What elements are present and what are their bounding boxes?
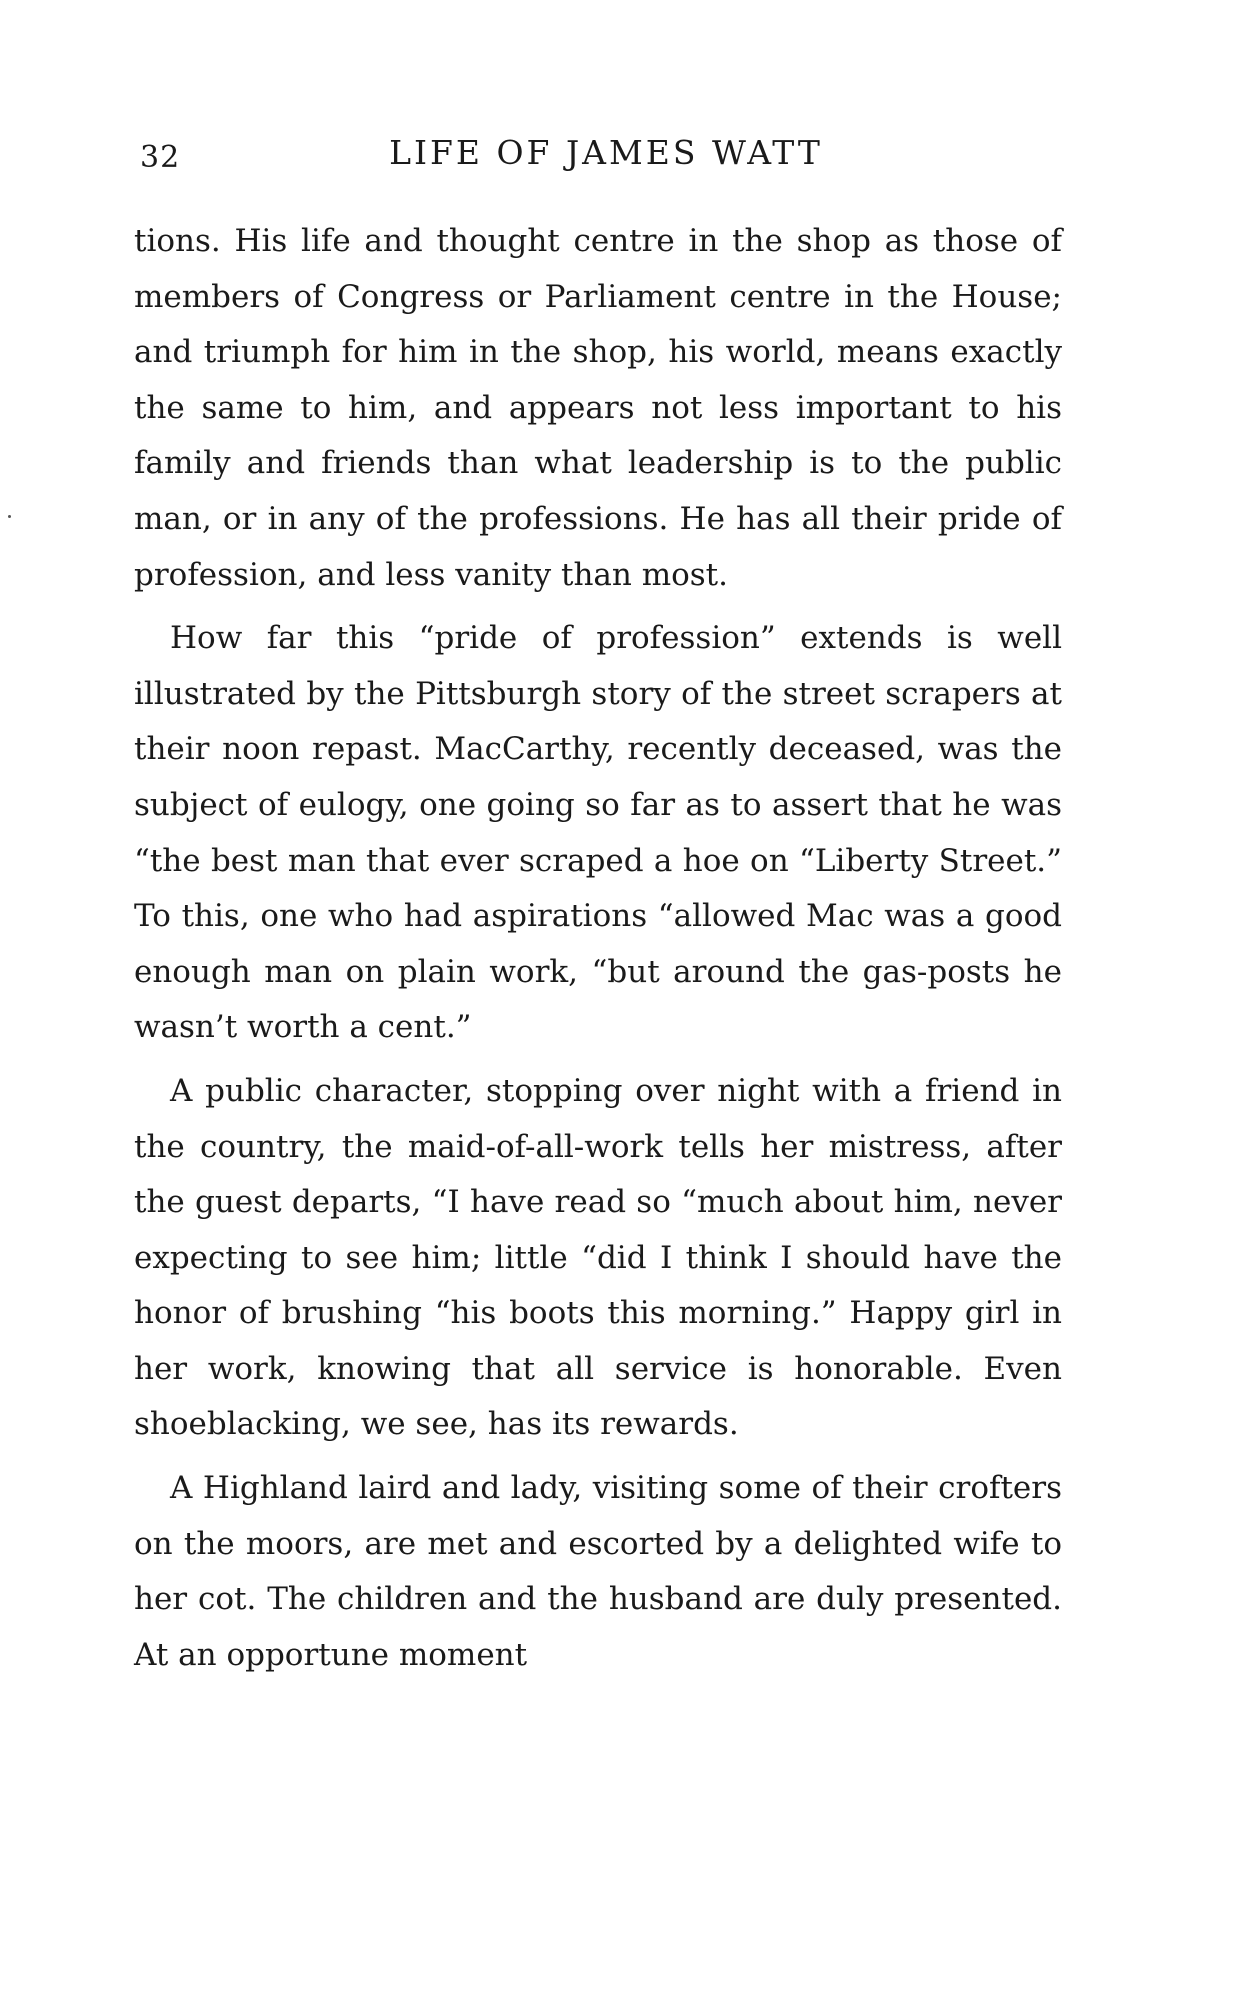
body-text bbox=[134, 214, 1062, 1691]
paragraph-public-character: A public character, stopping over night with a friend in the country, the maid-of-all-work tells her mistress, after the guest departs, “I have read so “much about him, never expecting to see him; little “did I think I should have the honor of brushing “his boots this morning.” Happy girl in her work, knowing that all service is honorable. Even shoeblacking, we see, has its rewards. bbox=[134, 1072, 1062, 1443]
paragraph-highland-laird: A Highland laird and lady, visiting some of their crofters on the moors, are met and escorted by a delighted wife to her cot. The children and the husband are duly presented. At an opportune moment bbox=[134, 1470, 1062, 1673]
paragraph-pride-of-profession: How far this “pride of profession” extends is well illustrated by the Pittsburgh story of the street scrapers at their noon repast. MacCarthy, recently deceased, was the subject of eulogy, one going so far as to assert that he was “the best man that ever scraped a hoe on “Liberty Street.” To this, one who had aspirations “allowed Mac was a good enough man on plain work, “but around the gas-posts he wasn’t worth a cent.” bbox=[134, 620, 1062, 1046]
paragraph-continuation: tions. His life and thought centre in the shop as those of members of Congress or Parliament centre in the House; and triumph for him in the shop, his world, means exactly the same to him, and appears not less important to his family and friends than what leadership is to the public man, or in any of the professions. He has all their pride of profession, and less vanity than most. bbox=[134, 223, 1062, 593]
running-head bbox=[134, 128, 1062, 178]
page-number: 32 bbox=[140, 140, 181, 175]
running-title: LIFE OF JAMES WATT bbox=[389, 133, 823, 172]
margin-speck bbox=[8, 515, 11, 518]
